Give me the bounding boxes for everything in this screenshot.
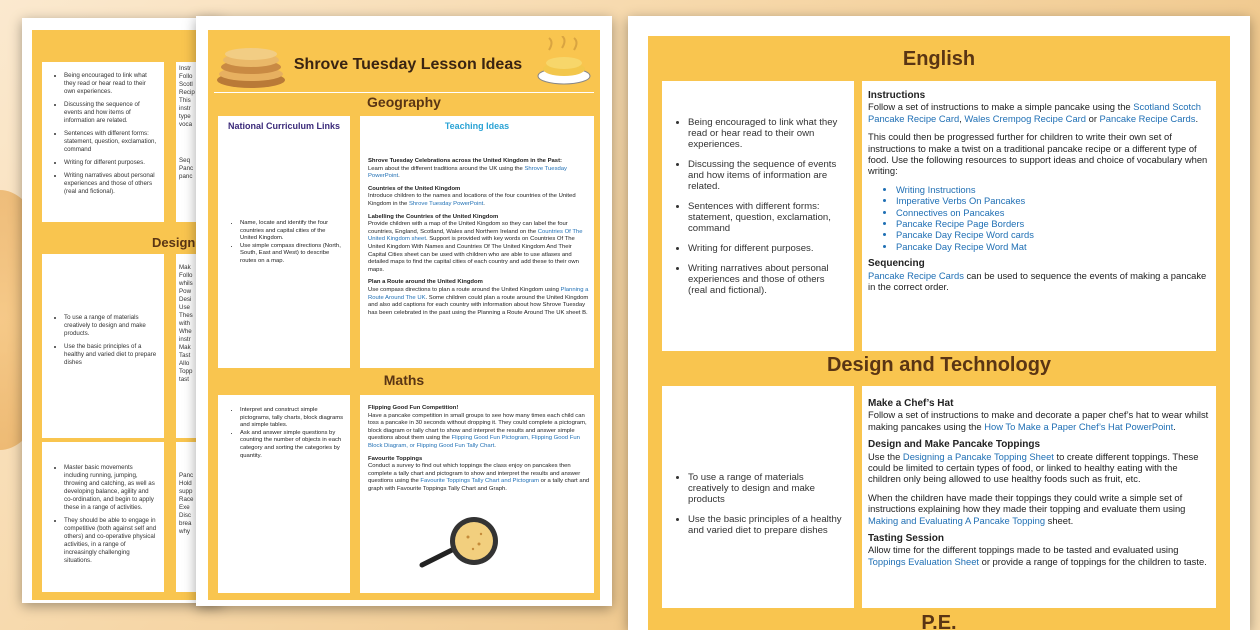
resource-link[interactable]: • Imperative Verbs On Pancakes: [896, 195, 1212, 206]
sequencing-text: Pancake Recipe Cards can be used to sequence the events of making a pancake in the correct order.: [868, 269, 1207, 293]
list-item: • Use the basic principles of a healthy and varied diet to prepare dishes: [64, 343, 158, 367]
text-fragment: Mak: [179, 344, 191, 351]
text-fragment: Hold: [179, 480, 192, 487]
toppings-text: Use the Designing a Pancake Topping Sheet to create different toppings. These could be limited to certain types of food, or linked to healthy eating with the children only being allowed to use healthy foods such as fruit, etc.: [868, 450, 1199, 485]
resource-list: [868, 184, 1212, 252]
right-page: [628, 16, 1250, 630]
resource-link[interactable]: • Pancake Day Recipe Word Mat: [896, 241, 1212, 252]
text-fragment: Panc: [179, 165, 194, 172]
wales-recipe-link[interactable]: Wales Crempog Recipe Card: [964, 112, 1086, 124]
chefs-hat-link[interactable]: How To Make a Paper Chef’s Hat PowerPoint: [984, 420, 1174, 432]
text-fragment: voca: [179, 121, 193, 128]
list-item: • Use the basic principles of a healthy and varied diet to prepare dishes: [688, 514, 846, 536]
list-item: • Writing narratives about personal experiences and those of others (real and fictional).: [688, 263, 846, 296]
list-item: • Sentences with different forms: statement, question, exclamation, command: [688, 201, 846, 234]
col-header-ideas: Teaching Ideas: [444, 121, 510, 131]
resource-link[interactable]: • Connectives on Pancakes: [896, 207, 1212, 218]
idea-text-end: or a tally chart and graph with Favourite Toppings Tally Chart and Graph.: [368, 478, 590, 492]
maths-ideas-box: [360, 395, 594, 593]
list-item: • Ask and answer simple questions by counting the number of objects in each category and sorting the categories by quantity.: [240, 430, 344, 460]
tasting-heading: Tasting Session: [868, 533, 944, 545]
idea-text: Have a pancake competition in small groups to see how many times each child can toss a pancake in 30 seconds without dropping it. They could complete a pictogram, block diagram or tally chart to show and interpret the results and answer simple questions about them using the: [368, 412, 587, 442]
topping-sheet-link[interactable]: Designing a Pancake Topping Sheet: [902, 450, 1054, 462]
idea-heading: Plan a Route around the United Kingdom: [368, 279, 483, 286]
heading-geography: Geography: [367, 94, 441, 110]
back-outcomes-box-3: [42, 442, 164, 592]
idea-heading: Favourite Toppings: [368, 455, 423, 462]
text-fragment: instr: [179, 336, 191, 343]
pancake-plate-icon: [534, 36, 594, 86]
idea-text-end: .: [494, 442, 496, 449]
heading-maths: Maths: [383, 372, 425, 388]
resource-link[interactable]: • Pancake Recipe Page Borders: [896, 218, 1212, 229]
idea-text-end: .: [398, 173, 400, 180]
scotland-recipe-link[interactable]: Scotland Scotch Pancake Recipe Card: [868, 101, 1201, 124]
title-divider: [214, 92, 594, 93]
text-fragment: Tast: [179, 352, 191, 359]
back-outcomes-box-1: [42, 62, 164, 222]
text-fragment: panc: [179, 173, 193, 180]
teaching-idea: [368, 456, 590, 494]
idea-heading: Countries of the United Kingdom: [368, 185, 461, 192]
page-title: Shrove Tuesday Lesson Ideas: [293, 56, 523, 73]
list-item: • To use a range of materials creatively to design and make products.: [64, 314, 158, 338]
idea-text: Introduce children to the names and locations of the four countries of the United Kingdom in the: [368, 193, 576, 207]
chefs-hat-heading: Make a Chef’s Hat: [868, 398, 954, 409]
idea-heading: Shrove Tuesday Celebrations across the United Kingdom in the Past:: [368, 158, 562, 164]
dt-outcomes-box: [662, 386, 854, 608]
list-item: • Name, locate and identify the four countries and capital cities of the United Kingdom.: [240, 220, 344, 243]
text-fragment: Allo: [179, 360, 190, 367]
chefs-hat-text: Follow a set of instructions to make and decorate a paper chef’s hat to wear whilst making pancakes using the How To Make a Paper Chef’s Hat PowerPoint.: [868, 409, 1209, 432]
text-fragment: This: [179, 97, 191, 104]
sequencing-link[interactable]: Pancake Recipe Cards: [868, 269, 964, 281]
text-fragment: Thes: [179, 312, 193, 319]
text-fragment: Follo: [179, 272, 193, 279]
list-item: • To use a range of materials creatively to design and make products: [688, 472, 846, 505]
back-heading-design: Design: [152, 235, 196, 250]
idea-link[interactable]: Favourite Toppings Tally Chart and Pictogram: [420, 478, 540, 485]
idea-link[interactable]: Flipping Good Fun Pictogram, Flipping Good Fun Block Diagram, or Flipping Good Fun Tally Chart: [368, 435, 580, 449]
text-fragment: tast: [179, 376, 189, 383]
list-item: • Writing for different purposes.: [688, 243, 846, 254]
text-fragment: Pow: [179, 288, 192, 295]
right-page-border: [648, 36, 1230, 630]
text-fragment: instr: [179, 105, 191, 112]
text-fragment: Use: [179, 304, 191, 311]
list-item: • Use simple compass directions (North, South, East and West) to describe routes on a map.: [240, 243, 344, 266]
heading-english: English: [902, 48, 976, 70]
idea-text: Provide children with a map of the United Kingdom so they can label the four countries, England, Scotland, Wales and Northern Ireland on the: [368, 221, 568, 235]
maths-links-box: [218, 395, 350, 593]
text-fragment: why: [179, 528, 191, 535]
text-fragment: Instr: [179, 65, 192, 72]
text-fragment: Scotl: [179, 81, 193, 88]
idea-text: Use compass directions to plan a route around the United Kingdom using: [368, 286, 561, 293]
idea-text-end: . Support is provided with key words on Countries Of The United Kingdom With Names and Countries Of The United Kingdom And Their Capital Cities sheet can be used with children who are able to use atlases and detailed maps to find the capital cities of each country and add these to their own maps.: [368, 236, 579, 273]
instructions-heading: Instructions: [868, 90, 926, 101]
tasting-text: Allow time for the different toppings made to be tasted and evaluated using Toppings Evaluation Sheet or provide a range of toppings for the children to taste.: [868, 544, 1207, 567]
evaluate-topping-link[interactable]: Making and Evaluating A Pancake Topping: [868, 514, 1046, 526]
idea-heading: Flipping Good Fun Competition!: [368, 405, 459, 411]
list-item: • Discussing the sequence of events and how items of information are related.: [688, 159, 846, 192]
text-fragment: Race: [179, 496, 194, 503]
list-item: • Interpret and construct simple pictograms, tally charts, block diagrams and simple tables.: [240, 407, 344, 430]
pancake-recipe-link[interactable]: Pancake Recipe Cards: [1099, 112, 1196, 124]
idea-text: Learn about the different traditions around the UK using the: [368, 165, 525, 172]
toppings-text-2: When the children have made their toppings they could write a simple set of instructions explaining how they made their topping and evaluate them using Making and Evaluating A Pancake Topping sheet.: [868, 491, 1186, 526]
evaluation-sheet-link[interactable]: Toppings Evaluation Sheet: [868, 555, 980, 567]
back-page-border: [32, 30, 222, 600]
text-fragment: whils: [179, 280, 193, 287]
text-fragment: Panc: [179, 472, 194, 479]
frying-pan-icon: [416, 513, 506, 573]
text-fragment: Seq: [179, 157, 191, 164]
middle-page-border: [208, 30, 600, 600]
idea-text-end: .: [483, 200, 485, 207]
pancake-stack-icon: [214, 40, 288, 90]
idea-link[interactable]: Shrove Tuesday PowerPoint: [408, 200, 484, 207]
toppings-heading: Design and Make Pancake Toppings: [868, 439, 1041, 451]
text-fragment: Desi: [179, 296, 192, 303]
sequencing-heading: Sequencing: [868, 258, 925, 270]
dt-ideas-box: [862, 386, 1216, 608]
text-fragment: Follo: [179, 73, 193, 80]
back-outcomes-box-2: [42, 254, 164, 438]
list-item: • They should be able to engage in competitive (both against self and others) and co-operative physical activities, in a range of increasingly challenging situations.: [64, 517, 158, 565]
title-bar: [208, 30, 600, 88]
english-outcomes-box: [662, 81, 854, 351]
text-fragment: Recip: [179, 89, 195, 96]
teaching-idea: [368, 186, 590, 209]
instructions-text-2: This could then be progressed further for children to write their own set of instructions to make a twist on a traditional pancake recipe or a different type of food. Use the following resources to support ideas and choice of vocabulary when writing:: [868, 131, 1208, 177]
text-fragment: with: [179, 320, 191, 327]
teaching-idea: [368, 279, 590, 317]
idea-heading: Labelling the Countries of the United Kingdom: [368, 213, 499, 220]
resource-link[interactable]: • Pancake Day Recipe Word cards: [896, 229, 1212, 240]
text-fragment: Topp: [179, 368, 193, 375]
text-fragment: Mak: [179, 264, 191, 271]
middle-page: [196, 16, 612, 606]
col-header-links: National Curriculum Links: [227, 121, 341, 131]
back-page: [22, 18, 222, 603]
list-item: • Master basic movements including running, jumping, throwing and catching, as well as developing balance, agility and co-ordination, and begin to apply these in a range of activities.: [64, 464, 158, 512]
text-fragment: brea: [179, 520, 192, 527]
list-item: • Discussing the sequence of events and how items of information are related.: [64, 101, 158, 125]
teaching-idea: [368, 158, 590, 181]
heading-design-technology: Design and Technology: [826, 354, 1052, 376]
teaching-idea: [368, 214, 590, 275]
instructions-text: Follow a set of instructions to make a simple pancake using the Scotland Scotch Pancake Recipe Card, Wales Crempog Recipe Card or Pancake Recipe Cards.: [868, 101, 1201, 124]
geography-ideas-box: [360, 116, 594, 368]
geography-links-box: [218, 116, 350, 368]
idea-link[interactable]: Countries Of The United Kingdom sheet: [368, 228, 583, 243]
list-item: • Writing narratives about personal experiences and those of others (real and fictional).: [64, 172, 158, 196]
list-item: • Being encouraged to link what they read or hear read to their own experiences.: [688, 117, 846, 150]
idea-link[interactable]: Shrove Tuesday PowerPoint: [368, 165, 568, 180]
text-fragment: supp: [179, 488, 193, 495]
text-fragment: Disc: [179, 512, 192, 519]
list-item: • Being encouraged to link what they read or hear read to their own experiences.: [64, 72, 158, 96]
list-item: • Sentences with different forms: statement, question, exclamation, command: [64, 130, 158, 154]
idea-text: Conduct a survey to find out which toppings the class enjoy on pancakes then complete a tally chart and pictogram to show and interpret the results and answer questions using the: [368, 463, 581, 485]
idea-link[interactable]: Planning a Route Around The UK: [368, 286, 589, 301]
heading-pe: P.E.: [921, 612, 957, 630]
text-fragment: Exe: [179, 504, 190, 511]
english-ideas-box: [862, 81, 1216, 351]
text-fragment: Whe: [179, 328, 192, 335]
teaching-idea: [368, 405, 590, 451]
text-fragment: type: [179, 113, 191, 120]
list-item: • Writing for different purposes.: [64, 159, 158, 167]
idea-text-end: . Some children could plan a route around the United Kingdom and also add captions for each country with information about how Shrove Tuesday has been celebrated in the past using the Planning a Route Around The UK sheet B.: [368, 294, 589, 316]
resource-link[interactable]: • Writing Instructions: [896, 184, 1212, 195]
